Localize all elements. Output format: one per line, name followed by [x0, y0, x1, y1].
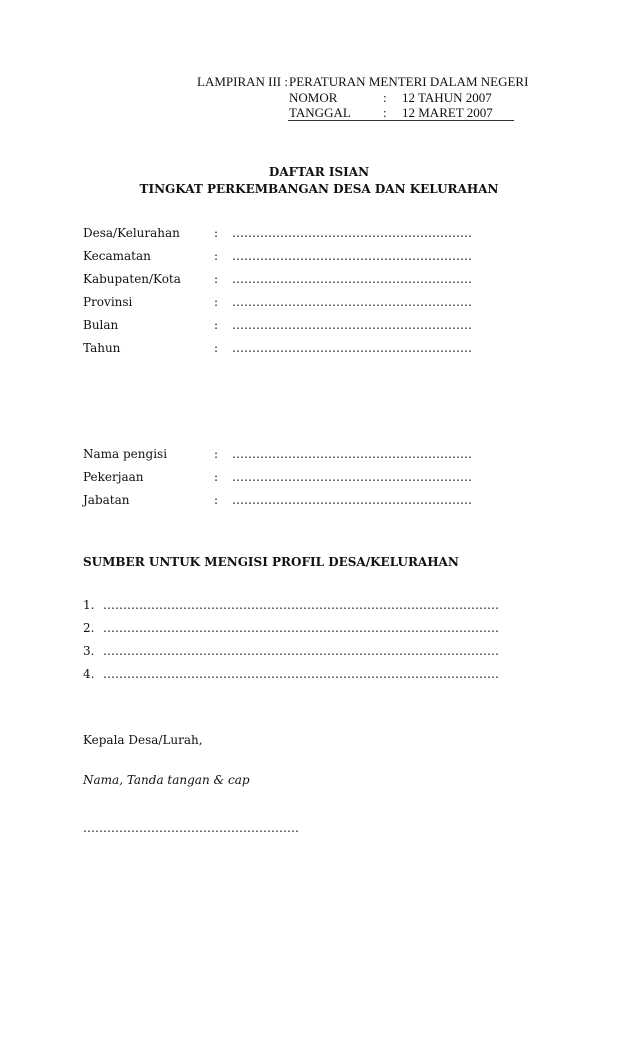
field-blank-tahun[interactable]: …………………………………………………… [232, 341, 472, 355]
signature-line[interactable]: ……………………………………………… [83, 821, 299, 835]
source-item-number: 2. [83, 621, 95, 635]
signature-instruction: Nama, Tanda tangan & cap [83, 773, 250, 787]
field-separator: : [214, 249, 219, 263]
field-label-provinsi: Provinsi [83, 295, 133, 309]
field-blank-kabupaten[interactable]: …………………………………………………… [232, 272, 472, 286]
document-subtitle: TINGKAT PERKEMBANGAN DESA DAN KELURAHAN [139, 182, 499, 196]
field-blank-bulan[interactable]: …………………………………………………… [232, 318, 472, 332]
source-item-blank[interactable]: ……………………………………………………………………………………… [103, 667, 499, 681]
field-label-bulan: Bulan [83, 318, 119, 332]
source-item-blank[interactable]: ……………………………………………………………………………………… [103, 598, 499, 612]
source-item-number: 4. [83, 667, 95, 681]
source-item-number: 1. [83, 598, 95, 612]
field-label-kabupaten: Kabupaten/Kota [83, 272, 181, 286]
field-separator: : [214, 318, 219, 332]
field-label-nama-pengisi: Nama pengisi [83, 447, 168, 461]
tanggal-separator: : [383, 105, 387, 120]
field-label-kecamatan: Kecamatan [83, 249, 151, 263]
header-underline [288, 120, 514, 121]
field-blank-desa[interactable]: …………………………………………………… [232, 226, 472, 240]
field-separator: : [214, 470, 219, 484]
field-separator: : [214, 226, 219, 240]
nomor-separator: : [383, 90, 387, 105]
field-blank-pekerjaan[interactable]: …………………………………………………… [232, 470, 472, 484]
field-separator: : [214, 295, 219, 309]
source-item-blank[interactable]: ……………………………………………………………………………………… [103, 621, 499, 635]
field-separator: : [214, 447, 219, 461]
nomor-value: 12 TAHUN 2007 [402, 90, 492, 105]
source-item-blank[interactable]: ……………………………………………………………………………………… [103, 644, 499, 658]
lampiran-label: LAMPIRAN III : [197, 74, 288, 89]
field-blank-nama-pengisi[interactable]: …………………………………………………… [232, 447, 472, 461]
field-separator: : [214, 341, 219, 355]
field-blank-kecamatan[interactable]: …………………………………………………… [232, 249, 472, 263]
field-blank-jabatan[interactable]: …………………………………………………… [232, 493, 472, 507]
field-separator: : [214, 272, 219, 286]
signatory-title: Kepala Desa/Lurah, [83, 733, 203, 747]
field-label-pekerjaan: Pekerjaan [83, 470, 144, 484]
sources-heading: SUMBER UNTUK MENGISI PROFIL DESA/KELURAHAN [83, 555, 459, 569]
nomor-label: NOMOR [289, 90, 338, 105]
source-item-number: 3. [83, 644, 95, 658]
field-blank-provinsi[interactable]: …………………………………………………… [232, 295, 472, 309]
regulation-title: PERATURAN MENTERI DALAM NEGERI [289, 74, 529, 89]
field-label-desa: Desa/Kelurahan [83, 226, 180, 240]
tanggal-value: 12 MARET 2007 [402, 105, 493, 120]
field-label-jabatan: Jabatan [83, 493, 130, 507]
field-separator: : [214, 493, 219, 507]
tanggal-label: TANGGAL [289, 105, 351, 120]
field-label-tahun: Tahun [83, 341, 121, 355]
document-title: DAFTAR ISIAN [268, 165, 370, 179]
